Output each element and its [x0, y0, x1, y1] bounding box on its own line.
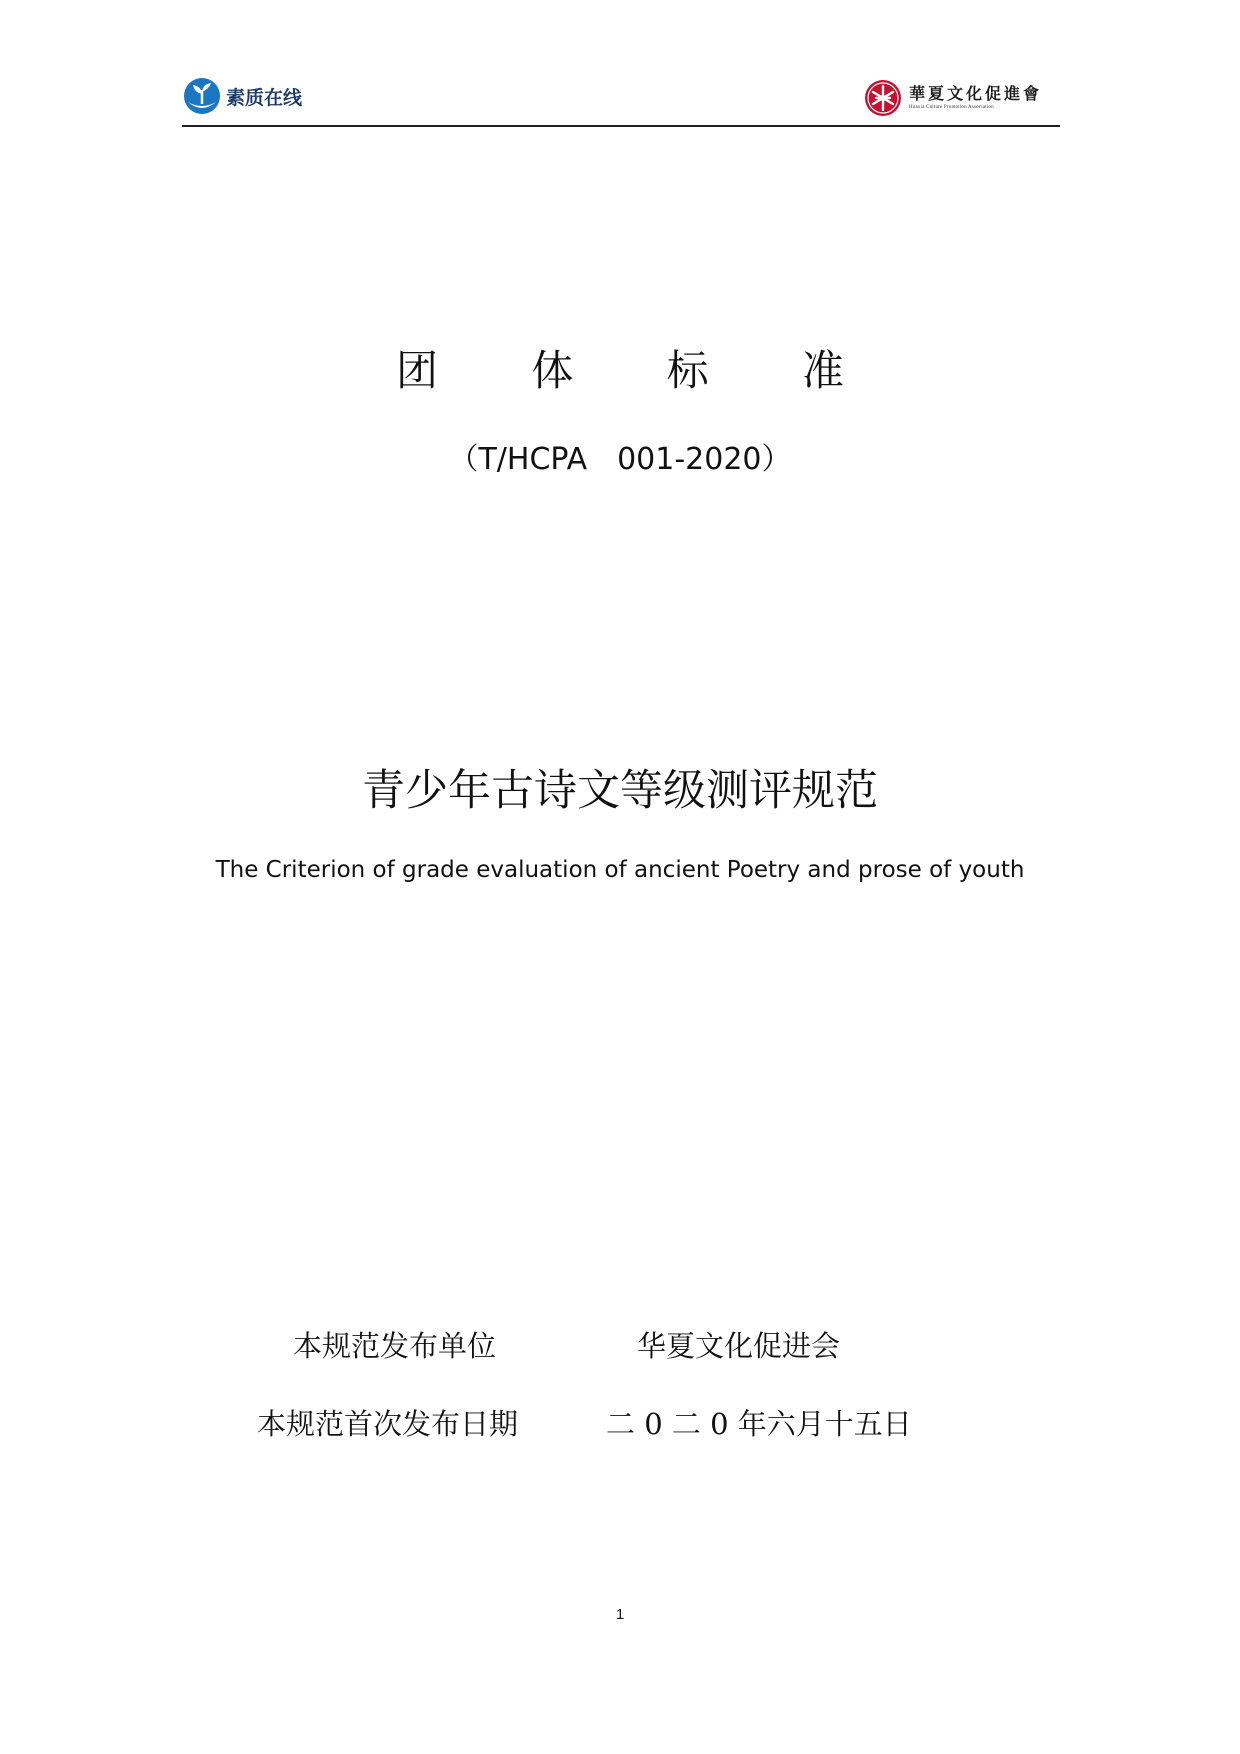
document-title-en: The Criterion of grade evaluation of ancient Poetry and prose of youth	[215, 857, 1025, 883]
suzhi-online-logo	[182, 74, 302, 118]
document-type: 团 体 标 准	[395, 346, 885, 395]
huaxia-culture-logo-en: Huaxia Culture Promotion Association	[908, 105, 994, 110]
page-number: 1	[615, 1606, 625, 1623]
huaxia-culture-logo-cn: 華夏文化促進會	[908, 84, 1042, 103]
suzhi-online-logo-text: 素质在线	[226, 86, 303, 109]
release-date-label: 本规范首次发布日期	[257, 1407, 519, 1441]
red-seal-emblem-icon	[863, 78, 903, 118]
page-header	[182, 70, 1060, 127]
document-code: （T/HCPA 001-2020）	[448, 442, 792, 477]
sprout-globe-icon	[182, 76, 222, 116]
document-title-cn: 青少年古诗文等级测评规范	[362, 766, 878, 816]
huaxia-culture-logo-text	[909, 86, 1042, 110]
huaxia-culture-logo	[863, 76, 1042, 120]
publisher-label: 本规范发布单位	[293, 1329, 497, 1363]
publisher-value: 华夏文化促进会	[637, 1329, 841, 1363]
release-date-value: 二 0 二 0 年六月十五日	[606, 1407, 912, 1441]
